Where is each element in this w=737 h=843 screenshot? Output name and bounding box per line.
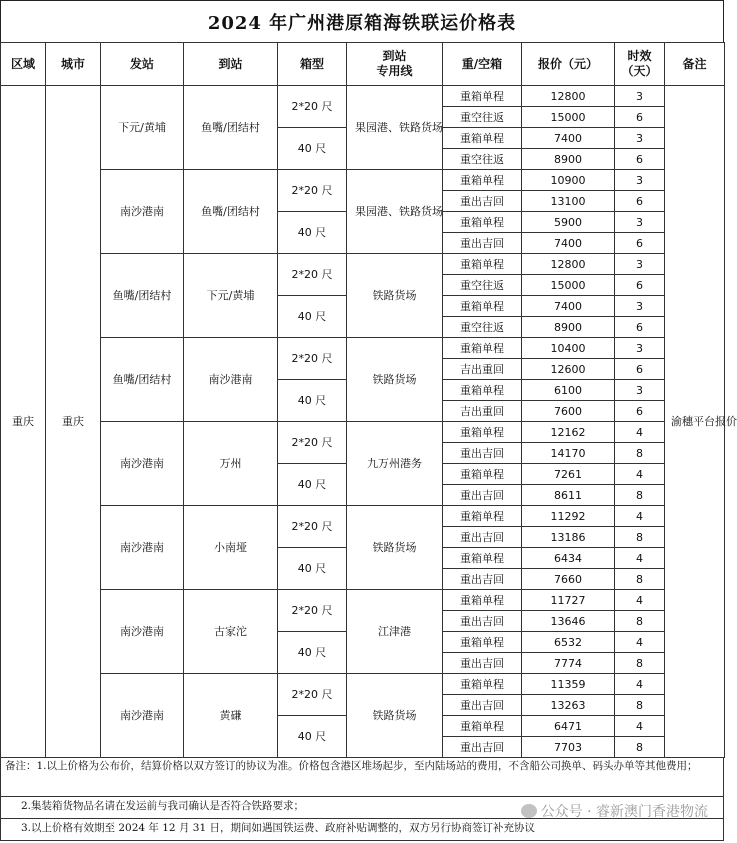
status-cell: 重出吉回 [443, 233, 522, 254]
price-cell: 8900 [522, 317, 615, 338]
from-station: 南沙港南 [101, 674, 184, 758]
status-cell: 重出吉回 [443, 527, 522, 548]
box-type: 2*20 尺 [278, 422, 347, 464]
status-cell: 吉出重回 [443, 359, 522, 380]
from-station: 南沙港南 [101, 170, 184, 254]
to-station: 小南垭 [184, 506, 278, 590]
price-cell: 7660 [522, 569, 615, 590]
table-row [1, 254, 725, 275]
status-cell: 重出吉回 [443, 653, 522, 674]
days-cell: 4 [615, 590, 665, 611]
box-type: 40 尺 [278, 464, 347, 506]
price-cell: 12600 [522, 359, 615, 380]
price-cell: 14170 [522, 443, 615, 464]
price-cell: 6532 [522, 632, 615, 653]
to-station: 下元/黄埔 [184, 254, 278, 338]
dedicated-line: 铁路货场 [347, 338, 443, 422]
table-row [1, 674, 725, 695]
page-title: 2024 年广州港原箱海铁联运价格表 [0, 0, 724, 43]
price-cell: 8611 [522, 485, 615, 506]
watermark-text: 公众号 · 睿新澳门香港物流 [540, 804, 708, 820]
status-cell: 重出吉回 [443, 695, 522, 716]
watermark [521, 801, 708, 821]
status-cell: 吉出重回 [443, 401, 522, 422]
days-cell: 6 [615, 233, 665, 254]
box-type: 40 尺 [278, 716, 347, 758]
days-cell: 4 [615, 548, 665, 569]
dedicated-line: 铁路货场 [347, 254, 443, 338]
box-type: 40 尺 [278, 212, 347, 254]
from-station: 南沙港南 [101, 506, 184, 590]
status-cell: 重空往返 [443, 275, 522, 296]
status-cell: 重出吉回 [443, 569, 522, 590]
status-cell: 重箱单程 [443, 338, 522, 359]
dedicated-line: 铁路货场 [347, 674, 443, 758]
from-station: 南沙港南 [101, 422, 184, 506]
box-type: 2*20 尺 [278, 590, 347, 632]
days-cell: 8 [615, 569, 665, 590]
price-cell: 7400 [522, 128, 615, 149]
remark-cell: 渝穗平台报价 [665, 86, 725, 758]
price-cell: 6471 [522, 716, 615, 737]
status-cell: 重箱单程 [443, 380, 522, 401]
table-row [1, 86, 725, 107]
price-cell: 7600 [522, 401, 615, 422]
dedicated-line: 江津港 [347, 590, 443, 674]
from-station: 南沙港南 [101, 590, 184, 674]
to-station: 南沙港南 [184, 338, 278, 422]
days-cell: 8 [615, 695, 665, 716]
price-cell: 12162 [522, 422, 615, 443]
status-cell: 重箱单程 [443, 296, 522, 317]
status-cell: 重箱单程 [443, 212, 522, 233]
status-cell: 重空往返 [443, 107, 522, 128]
price-cell: 6434 [522, 548, 615, 569]
days-cell: 4 [615, 716, 665, 737]
dedicated-line: 九万州港务 [347, 422, 443, 506]
days-cell: 6 [615, 317, 665, 338]
status-cell: 重箱单程 [443, 464, 522, 485]
price-cell: 13263 [522, 695, 615, 716]
price-cell: 15000 [522, 275, 615, 296]
days-cell: 8 [615, 611, 665, 632]
header-days: 时效 （天） [615, 43, 665, 86]
box-type: 2*20 尺 [278, 254, 347, 296]
header-remark: 备注 [665, 43, 725, 86]
box-type: 2*20 尺 [278, 170, 347, 212]
days-cell: 4 [615, 632, 665, 653]
status-cell: 重出吉回 [443, 737, 522, 758]
from-station: 鱼嘴/团结村 [101, 254, 184, 338]
box-type: 40 尺 [278, 632, 347, 674]
status-cell: 重箱单程 [443, 548, 522, 569]
status-cell: 重空往返 [443, 317, 522, 338]
header-city: 城市 [46, 43, 101, 86]
header-box: 箱型 [278, 43, 347, 86]
status-cell: 重出吉回 [443, 191, 522, 212]
days-cell: 6 [615, 359, 665, 380]
box-type: 2*20 尺 [278, 674, 347, 716]
days-cell: 3 [615, 380, 665, 401]
status-cell: 重箱单程 [443, 632, 522, 653]
status-cell: 重空往返 [443, 149, 522, 170]
status-cell: 重箱单程 [443, 86, 522, 107]
status-cell: 重箱单程 [443, 170, 522, 191]
price-cell: 7400 [522, 296, 615, 317]
price-cell: 12800 [522, 86, 615, 107]
note-2: 2.集装箱货物品名请在发运前与我司确认是否符合铁路要求； [0, 797, 724, 819]
to-station: 万州 [184, 422, 278, 506]
days-cell: 8 [615, 443, 665, 464]
note-3: 3.以上价格有效期至 2024 年 12 月 31 日，期间如遇国铁运费、政府补贴调整的，双方另行协商签订补充协议 [0, 819, 724, 841]
price-cell: 7703 [522, 737, 615, 758]
to-station: 鱼嘴/团结村 [184, 86, 278, 170]
days-cell: 6 [615, 107, 665, 128]
price-cell: 13100 [522, 191, 615, 212]
header-to: 到站 [184, 43, 278, 86]
to-station: 鱼嘴/团结村 [184, 170, 278, 254]
days-cell: 4 [615, 674, 665, 695]
table-row [1, 338, 725, 359]
header-status: 重/空箱 [443, 43, 522, 86]
days-cell: 3 [615, 296, 665, 317]
days-cell: 3 [615, 86, 665, 107]
dedicated-line: 铁路货场 [347, 506, 443, 590]
days-cell: 6 [615, 191, 665, 212]
header-price: 报价（元） [522, 43, 615, 86]
price-cell: 11727 [522, 590, 615, 611]
table-row [1, 170, 725, 191]
from-station: 下元/黄埔 [101, 86, 184, 170]
header-row [1, 43, 725, 86]
days-cell: 3 [615, 170, 665, 191]
days-cell: 3 [615, 254, 665, 275]
days-cell: 8 [615, 653, 665, 674]
table-row [1, 422, 725, 443]
status-cell: 重出吉回 [443, 611, 522, 632]
header-from: 发站 [101, 43, 184, 86]
days-cell: 6 [615, 149, 665, 170]
days-cell: 3 [615, 212, 665, 233]
table-row [1, 590, 725, 611]
box-type: 2*20 尺 [278, 86, 347, 128]
status-cell: 重出吉回 [443, 443, 522, 464]
price-cell: 12800 [522, 254, 615, 275]
status-cell: 重箱单程 [443, 254, 522, 275]
header-region: 区域 [1, 43, 46, 86]
price-cell: 10900 [522, 170, 615, 191]
city-cell: 重庆 [46, 86, 101, 758]
price-cell: 7400 [522, 233, 615, 254]
rate-table [0, 42, 737, 758]
price-cell: 13186 [522, 527, 615, 548]
box-type: 40 尺 [278, 296, 347, 338]
days-cell: 3 [615, 128, 665, 149]
from-station: 鱼嘴/团结村 [101, 338, 184, 422]
days-cell: 3 [615, 338, 665, 359]
price-cell: 8900 [522, 149, 615, 170]
days-cell: 4 [615, 506, 665, 527]
to-station: 古家沱 [184, 590, 278, 674]
dedicated-line: 果园港、铁路货场 [347, 170, 443, 254]
to-station: 黄磏 [184, 674, 278, 758]
dedicated-line: 果园港、铁路货场 [347, 86, 443, 170]
box-type: 40 尺 [278, 548, 347, 590]
status-cell: 重箱单程 [443, 128, 522, 149]
price-cell: 6100 [522, 380, 615, 401]
status-cell: 重箱单程 [443, 590, 522, 611]
status-cell: 重出吉回 [443, 485, 522, 506]
status-cell: 重箱单程 [443, 422, 522, 443]
days-cell: 4 [615, 464, 665, 485]
price-cell: 7261 [522, 464, 615, 485]
box-type: 2*20 尺 [278, 338, 347, 380]
days-cell: 6 [615, 401, 665, 422]
price-cell: 7774 [522, 653, 615, 674]
days-cell: 8 [615, 485, 665, 506]
price-cell: 11292 [522, 506, 615, 527]
wechat-icon [521, 804, 537, 818]
days-cell: 6 [615, 275, 665, 296]
note-1: 备注：1.以上价格为公布价，结算价格以双方签订的协议为准。价格包含港区堆场起步，至内陆场站的费用，不含船公司换单、码头办单等其他费用； [0, 757, 724, 797]
price-cell: 5900 [522, 212, 615, 233]
box-type: 2*20 尺 [278, 506, 347, 548]
days-cell: 8 [615, 737, 665, 758]
status-cell: 重箱单程 [443, 674, 522, 695]
table-row [1, 506, 725, 527]
status-cell: 重箱单程 [443, 716, 522, 737]
price-cell: 10400 [522, 338, 615, 359]
price-cell: 13646 [522, 611, 615, 632]
price-cell: 15000 [522, 107, 615, 128]
header-line: 到站 专用线 [347, 43, 443, 86]
status-cell: 重箱单程 [443, 506, 522, 527]
price-cell: 11359 [522, 674, 615, 695]
box-type: 40 尺 [278, 128, 347, 170]
days-cell: 4 [615, 422, 665, 443]
days-cell: 8 [615, 527, 665, 548]
box-type: 40 尺 [278, 380, 347, 422]
region-cell: 重庆 [1, 86, 46, 758]
